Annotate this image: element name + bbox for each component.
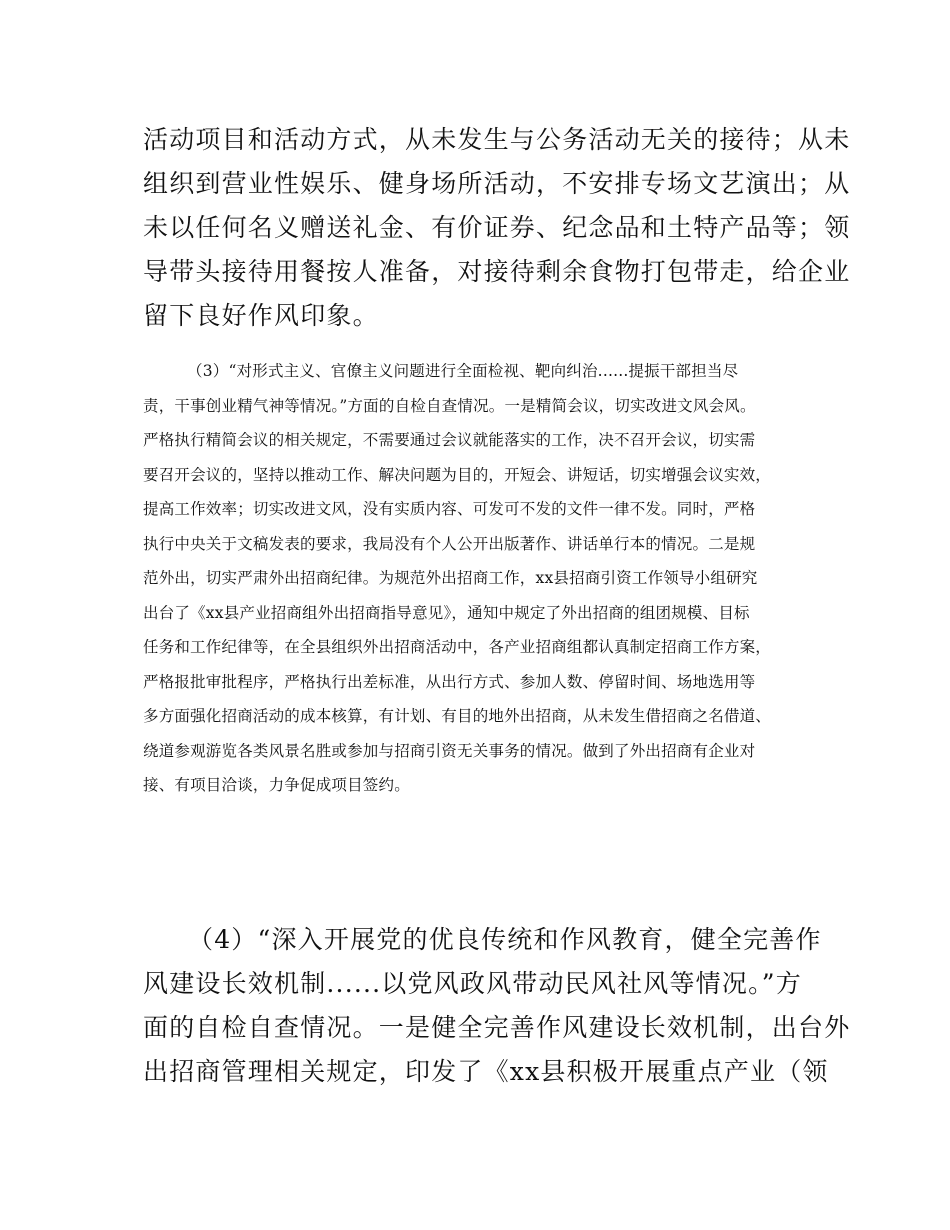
text-line: 未以任何名义赠送礼金、有价证券、纪念品和土特产品等；领 [143,213,851,242]
text-line: 导带头接待用餐按人准备，对接待剩余食物打包带走，给企业 [143,257,851,286]
text-line: 任务和工作纪律等，在全县组织外出招商活动中，各产业招商组都认真制定招商工作方案， [143,638,772,656]
text-line: （4）“深入开展党的优良传统和作风教育，健全完善作 [188,925,822,954]
text-line: 风建设长效机制......以党风政风带动民风社风等情况。”方 [143,969,802,998]
text-line: 范外出，切实严肃外出招商纪律。为规范外出招商工作，xx县招商引资工作领导小组研究 [143,569,758,587]
text-line: 活动项目和活动方式，从未发生与公务活动无关的接待；从未 [143,125,851,154]
text-line: 接、有项目洽谈，力争促成项目签约。 [143,776,410,794]
text-line: 绕道参观游览各类风景名胜或参加与招商引资无关事务的情况。做到了外出招商有企业对 [143,741,756,760]
text-line: 面的自检自查情况。一是健全完善作风建设长效机制，出台外 [143,1013,851,1042]
text-line: 组织到营业性娱乐、健身场所活动，不安排专场文艺演出；从 [143,169,851,198]
text-line: 多方面强化招商活动的成本核算，有计划、有目的地外出招商，从未发生借招商之名借道、 [143,707,772,725]
paragraph-section-4 [143,918,850,1094]
text-line: 要召开会议的，坚持以推动工作、解决问题为目的，开短会、讲短话，切实增强会议实效， [143,465,772,484]
text-line: 责，干事创业精气神等情况。”方面的自检自查情况。一是精简会议，切实改进文风会风。 [143,396,756,415]
text-line: 提高工作效率；切实改进文风，没有实质内容、可发可不发的文件一律不发。同时，严格 [143,500,756,518]
text-line: 执行中央关于文稿发表的要求，我局没有个人公开出版著作、讲话单行本的情况。二是规 [143,534,756,553]
text-line: （3）“对形式主义、官僚主义问题进行全面检视、靶向纠治......提振干部担当尽 [187,362,739,380]
paragraph-section-3 [143,354,771,803]
text-line: 严格执行精简会议的相关规定，不需要通过会议就能落实的工作，决不召开会议，切实需 [143,431,756,449]
text-line: 留下良好作风印象。 [143,301,379,330]
text-line: 严格报批审批程序，严格执行出差标准，从出行方式、参加人数、停留时间、场地选用等 [143,672,756,691]
text-line: 出招商管理相关规定，印发了《xx县积极开展重点产业（领 [143,1057,829,1086]
paragraph-reception-rules [143,118,850,338]
text-line: 出台了《xx县产业招商组外出招商指导意见》，通知中规定了外出招商的组团规模、目标 [143,603,750,622]
